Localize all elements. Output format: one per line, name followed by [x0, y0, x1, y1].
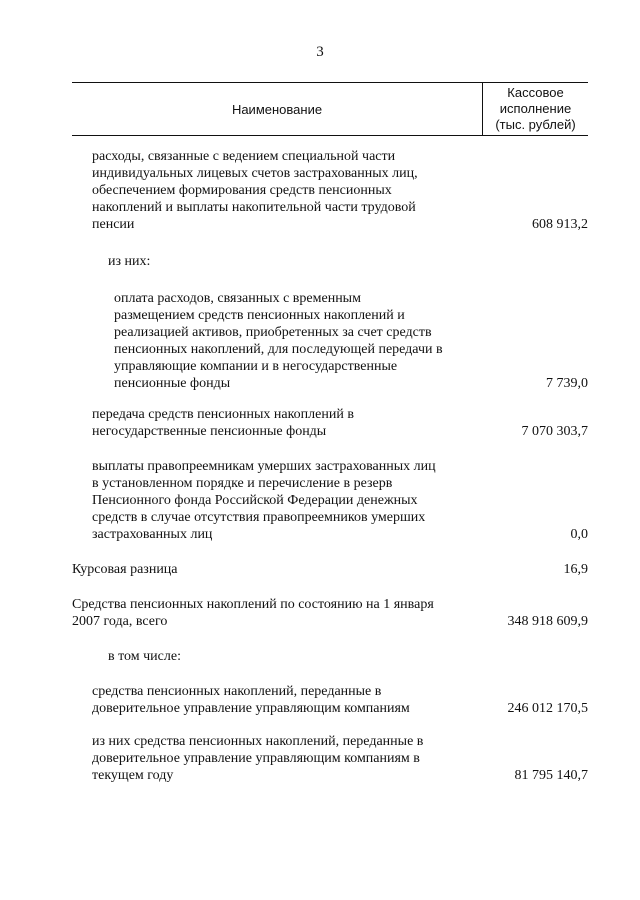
row-name-line: текущем году	[92, 768, 174, 783]
row-name-line: застрахованных лиц	[92, 527, 213, 542]
row-name-line: размещением средств пенсионных накоплений и	[114, 308, 405, 323]
row-name-line: Средства пенсионных накоплений по состоянию на 1 января	[72, 597, 434, 612]
row-name	[92, 733, 423, 784]
row-name-line: средств в случае отсутствия правопреемников умерших	[92, 510, 426, 525]
column-header-amount-line: (тыс. рублей)	[495, 117, 576, 132]
row-amount: 246 012 170,5	[507, 701, 588, 716]
table-row	[72, 561, 588, 578]
row-name-line: в установленном порядке и перечисление в резерв	[92, 476, 393, 491]
row-amount: 16,9	[563, 562, 588, 577]
column-header-amount-line: исполнение	[499, 101, 572, 116]
row-name	[92, 406, 354, 440]
column-header-amount-line: Кассовое	[507, 85, 564, 100]
column-header-name: Наименование	[231, 101, 323, 117]
row-name-line: пенсионные фонды	[114, 376, 231, 391]
row-amount: 7 739,0	[546, 376, 588, 391]
table-row	[72, 253, 588, 270]
row-amount: 0,0	[570, 527, 588, 542]
row-name-line: реализацией активов, приобретенных за счет средств	[114, 325, 432, 340]
row-amount: 81 795 140,7	[514, 768, 588, 783]
table-row	[72, 458, 588, 543]
table-row	[72, 406, 588, 440]
row-name-line: выплаты правопреемникам умерших застрахованных лиц	[92, 459, 436, 474]
row-name-line: расходы, связанные с ведением специальной части	[92, 149, 396, 164]
row-name-line: накоплений и выплаты накопительной части трудовой	[92, 200, 416, 215]
row-name-line: доверительное управление управляющим компаниям в	[92, 751, 420, 766]
table-row	[72, 648, 588, 665]
row-name	[92, 683, 410, 717]
table-row	[72, 683, 588, 717]
column-header-amount	[483, 85, 588, 135]
row-name-line: обеспечением формирования средств пенсионных	[92, 183, 392, 198]
row-name-line: пенсии	[92, 217, 135, 232]
table-header	[72, 82, 588, 136]
row-name-line: Курсовая разница	[72, 562, 178, 577]
table-row	[72, 596, 588, 630]
row-name-line: средства пенсионных накоплений, переданные в	[92, 684, 382, 699]
row-name-line: управляющие компании и в негосударственные	[114, 359, 398, 374]
table-row	[72, 290, 588, 392]
row-name-line: из них:	[108, 254, 151, 269]
row-name-line: индивидуальных лицевых счетов застрахованных лиц,	[92, 166, 418, 181]
row-amount: 608 913,2	[532, 217, 588, 232]
row-name-line: оплата расходов, связанных с временным	[114, 291, 361, 306]
row-name-line: доверительное управление управляющим компаниям	[92, 701, 410, 716]
row-name-line: пенсионных накоплений, для последующей передачи в	[114, 342, 443, 357]
row-name-line: передача средств пенсионных накоплений в	[92, 407, 354, 422]
row-name	[72, 596, 434, 630]
row-name-line: негосударственные пенсионные фонды	[92, 424, 327, 439]
row-name	[92, 458, 436, 543]
row-name	[108, 648, 181, 665]
row-amount: 348 918 609,9	[507, 614, 588, 629]
row-name-line: Пенсионного фонда Российской Федерации денежных	[92, 493, 418, 508]
row-name	[72, 561, 178, 578]
row-name	[114, 290, 443, 392]
page-number: 3	[316, 44, 324, 60]
row-name	[92, 148, 418, 233]
table-row	[72, 733, 588, 784]
row-name	[108, 253, 150, 270]
row-amount: 7 070 303,7	[521, 424, 588, 439]
row-name-line: 2007 года, всего	[72, 614, 168, 629]
row-name-line: из них средства пенсионных накоплений, переданные в	[92, 734, 424, 749]
table-row	[72, 148, 588, 233]
row-name-line: в том числе:	[108, 649, 181, 664]
